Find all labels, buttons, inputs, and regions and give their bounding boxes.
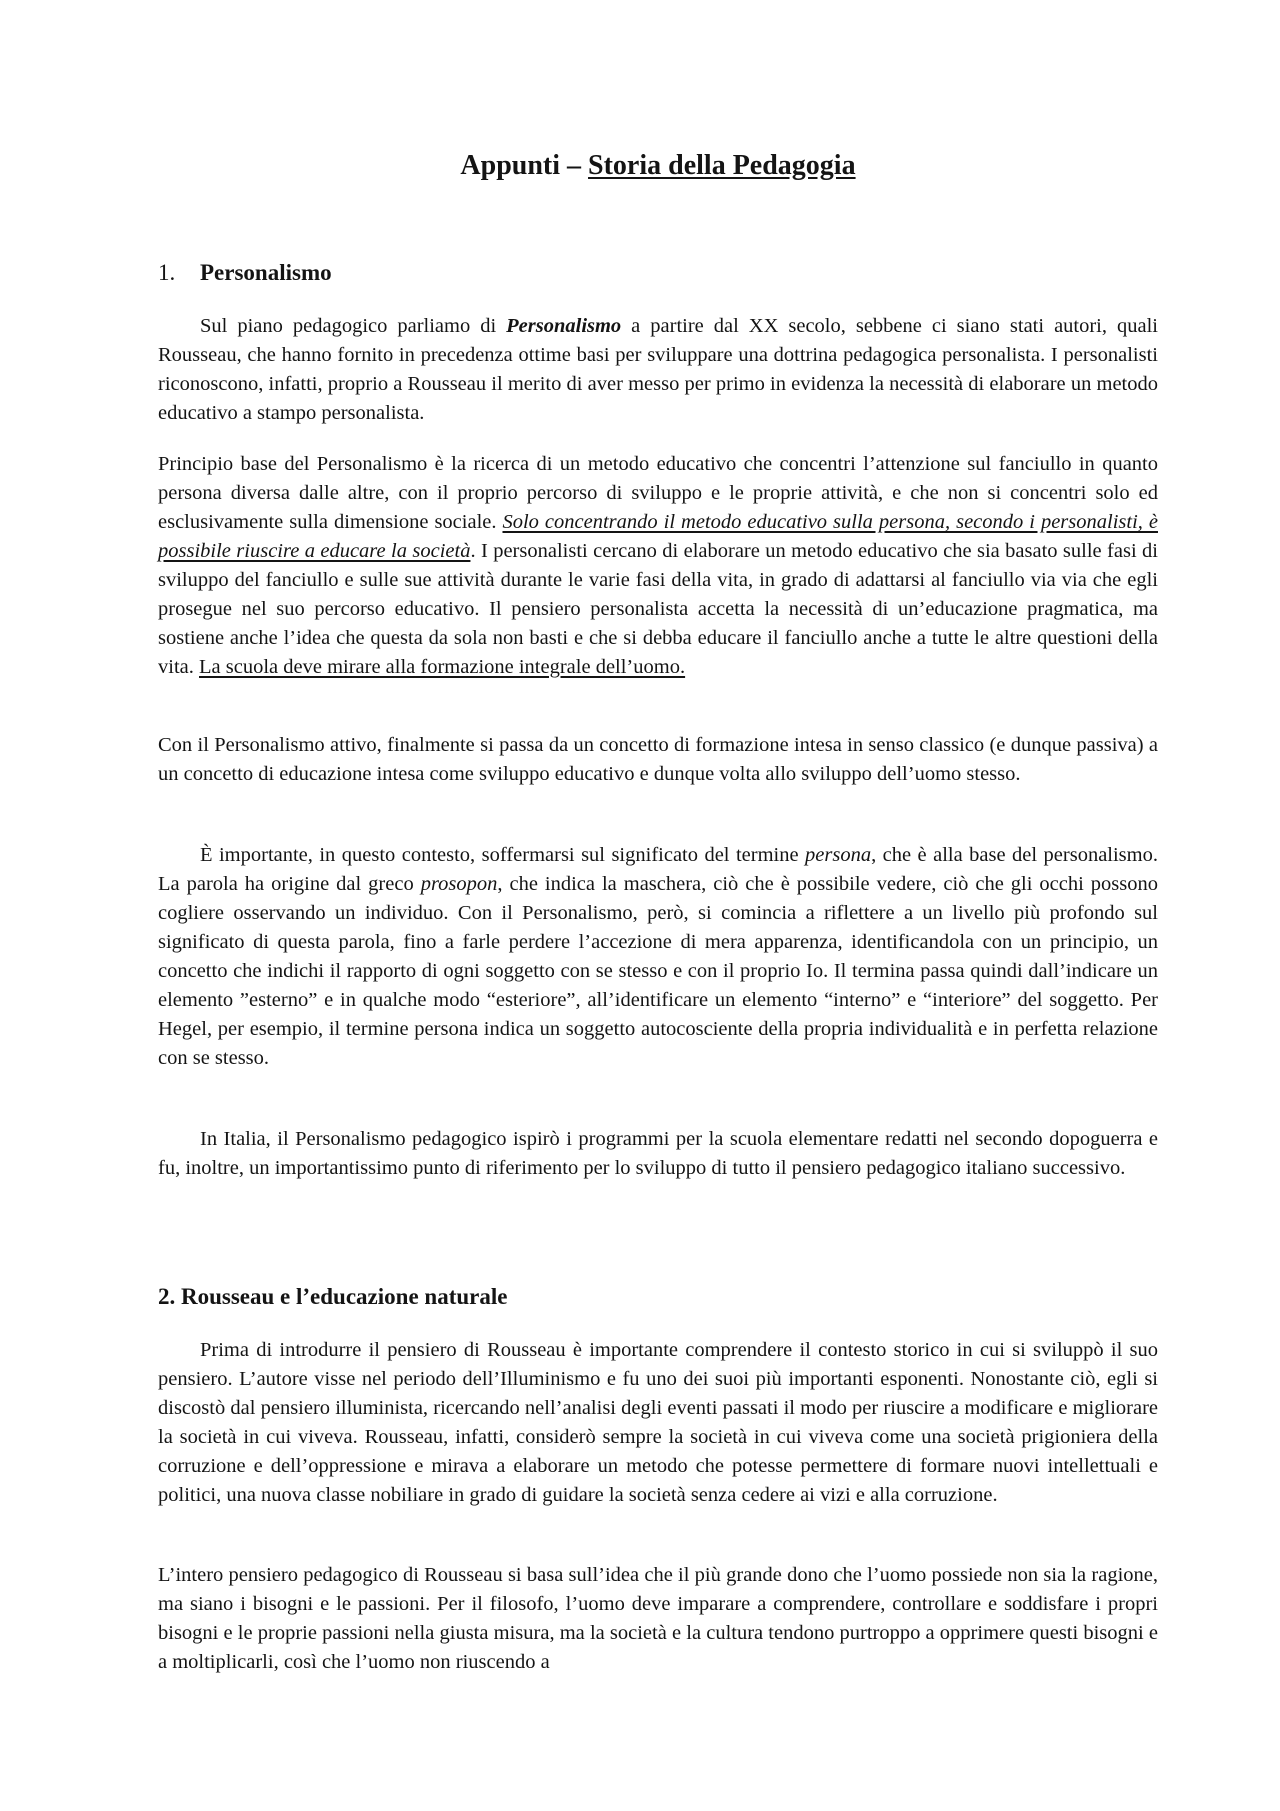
document-title xyxy=(158,148,1158,184)
emphasized-term: prosopon xyxy=(420,873,498,895)
section-1-paragraph-5: In Italia, il Personalismo pedagogico ispirò i programmi per la scuola elementare redatti nel secondo dopoguerra e fu, inoltre, un importantissimo punto di riferimento per lo sviluppo di tutto il pensiero pedagogico italiano successivo. xyxy=(158,1128,1158,1179)
title-prefix: Appunti – xyxy=(460,150,589,181)
underlined-sentence: La scuola deve mirare alla formazione integrale dell’uomo. xyxy=(199,656,686,678)
text-run: , che indica la maschera, ciò che è possibile vedere, ciò che gli occhi possono cogliere osservando un individuo. Con il Personalismo, però, si comincia a riflettere a un livello più profondo sul significato di questa parola, fino a farle perdere l’accezione di mera apparenza, identificandola con un principio, un concetto che indichi il rapporto di ogni soggetto con se stesso e con il proprio Io. Il termina passa quindi dall’indicare un elemento ”esterno” e in qualche modo “esteriore”, all’identificare un elemento “interno” e “interiore” del soggetto. Per Hegel, per esempio, il termine persona indica un soggetto autocosciente della propria individualità e in perfetta relazione con se stesso. xyxy=(158,873,1158,1069)
section-2-heading: 2. Rousseau e l’educazione naturale xyxy=(158,1284,508,1309)
emphasized-term: persona xyxy=(805,844,872,866)
section-2-paragraph-1: Prima di introdurre il pensiero di Rousseau è importante comprendere il contesto storico in cui si sviluppò il suo pensiero. L’autore visse nel periodo dell’Illuminismo e fu uno dei suoi più importanti esponenti. Nonostante ciò, egli si discostò dal pensiero illuminista, ricercando nell’analisi degli eventi passati il modo per riuscire a modificare e migliorare la società in cui viveva. Rousseau, infatti, considerò sempre la società in cui viveva come una società prigioniera della corruzione e dell’oppressione e mirava a elaborare un metodo che potesse permettere di formare nuovi intellettuali e politici, una nuova classe nobiliare in grado di guidare la società senza cedere ai vizi e alla corruzione. xyxy=(158,1339,1158,1506)
text-run: È importante, in questo contesto, soffermarsi sul significato del termine xyxy=(200,844,806,866)
section-1-title: Personalismo xyxy=(200,260,332,285)
section-1-paragraph-2 xyxy=(158,450,1158,682)
section-1-paragraph-4 xyxy=(158,841,1158,1073)
emphasized-term: Personalismo xyxy=(506,315,622,337)
text-run: . I personalisti cercano di elaborare un metodo educativo che sia basato sulle fasi di sviluppo del fanciullo e sulle sue attività durante le varie fasi della vita, in grado di adattarsi al fanciullo via via che egli prosegue nel suo percorso educativo. Il pensiero personalista accetta la necessità di un’educazione pragmatica, ma sostiene anche l’idea che questa da sola non basti e che si debba educare il fanciullo anche a tutte le altre questioni della vita. xyxy=(158,540,1158,678)
section-1-number: 1. xyxy=(158,260,176,285)
underlined-italic-sentence: Solo concentrando il metodo educativo sulla persona, secondo i personalisti, è possibile riuscire a educare la società xyxy=(158,511,1158,562)
section-1-paragraph-1 xyxy=(158,312,1158,428)
text-run: Sul piano pedagogico parliamo di xyxy=(200,315,507,337)
text-run: a partire dal XX secolo, sebbene ci siano stati autori, quali Rousseau, che hanno fornito in precedenza ottime basi per sviluppare una dottrina pedagogica personalista. I personalisti riconoscono, infatti, proprio a Rousseau il merito di aver messo per primo in evidenza la necessità di elaborare un metodo educativo a stampo personalista. xyxy=(158,315,1158,424)
section-2-paragraph-2: L’intero pensiero pedagogico di Rousseau si basa sull’idea che il più grande dono che l’uomo possiede non sia la ragione, ma siano i bisogni e le passioni. Per il filosofo, l’uomo deve imparare a comprendere, controllare e soddisfare i propri bisogni e le proprie passioni nella giusta misura, ma la società e la cultura tendono purtroppo a opprimere questi bisogni e a moltiplicarli, così che l’uomo non riuscendo a xyxy=(158,1564,1158,1673)
text-run: Principio base del Personalismo è la ricerca di un metodo educativo che concentri l’attenzione sul fanciullo in quanto persona diversa dalle altre, con il proprio percorso di sviluppo e le proprie attività, e che non si concentri solo ed esclusivamente sulla dimensione sociale. xyxy=(158,453,1158,533)
section-1-heading xyxy=(158,258,332,288)
section-1-paragraph-3: Con il Personalismo attivo, finalmente si passa da un concetto di formazione intesa in senso classico (e dunque passiva) a un concetto di educazione intesa come sviluppo educativo e dunque volta allo sviluppo dell’uomo stesso. xyxy=(158,734,1158,785)
text-run: , che è alla base del personalismo. La parola ha origine dal greco xyxy=(158,844,1158,895)
title-underlined: Storia della Pedagogia xyxy=(588,150,856,181)
